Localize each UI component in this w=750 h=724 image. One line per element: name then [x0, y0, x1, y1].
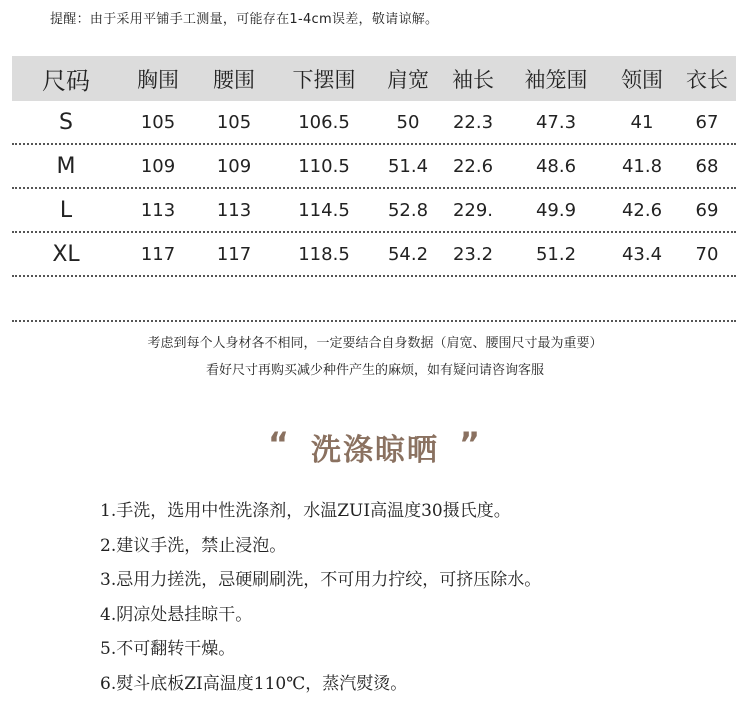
table-row [12, 189, 736, 233]
table-cell: 70 [695, 243, 719, 265]
header-length: 衣长 [686, 67, 728, 92]
table-cell: 105 [140, 111, 176, 133]
size-advice-line-2: 看好尺寸再购买减少种件产生的麻烦，如有疑问请咨询客服 [205, 363, 544, 378]
size-label: M [56, 153, 76, 179]
table-empty-row [12, 277, 736, 322]
table-cell: 69 [695, 199, 719, 221]
list-item: 3.忌用力搓洗，忌硬刷刷洗，不可用力拧绞，可挤压除水。 [100, 570, 542, 590]
table-row [12, 145, 736, 189]
table-cell: 106.5 [298, 111, 350, 133]
header-waist: 腰围 [213, 67, 255, 92]
table-cell: 113 [140, 199, 176, 221]
table-cell: 109 [140, 155, 176, 177]
table-cell: 113 [216, 199, 252, 221]
table-cell: 114.5 [298, 199, 350, 221]
table-cell: 229. [452, 199, 494, 221]
measurement-notice: 提醒：由于采用平铺手工测量，可能存在1-4cm误差，敬请谅解。 [50, 12, 439, 27]
table-cell: 105 [216, 111, 252, 133]
size-advice-line-1: 考虑到每个人身材各不相同，一定要结合自身数据（肩宽、腰围尺寸最为重要） [147, 336, 603, 351]
table-cell: 48.6 [535, 155, 577, 177]
header-collar: 领围 [621, 67, 663, 92]
table-cell: 47.3 [535, 111, 577, 133]
list-item: 1.手洗，选用中性洗涤剂，水温ZUI高温度30摄氏度。 [100, 501, 511, 521]
list-item: 2.建议手洗，禁止浸泡。 [100, 535, 287, 556]
table-cell: 41.8 [621, 155, 663, 177]
table-cell: 109 [216, 155, 252, 177]
table-cell: 110.5 [298, 155, 350, 177]
table-cell: 43.4 [621, 243, 663, 265]
table-cell: 68 [695, 155, 719, 177]
size-label: L [59, 197, 73, 223]
table-row [12, 233, 736, 277]
size-label: S [59, 109, 73, 135]
table-cell: 42.6 [621, 199, 663, 221]
table-cell: 52.8 [387, 199, 429, 221]
table-cell: 50 [396, 111, 420, 133]
list-item: 5.不可翻转干燥。 [100, 639, 236, 659]
size-label: XL [52, 241, 80, 267]
open-quote: “ [267, 425, 291, 463]
table-cell: 22.6 [452, 155, 494, 177]
table-cell: 67 [695, 111, 719, 133]
care-instructions-list [100, 494, 541, 701]
table-cell: 49.9 [535, 199, 577, 221]
size-chart-table [12, 56, 736, 322]
table-cell: 117 [140, 243, 176, 265]
close-quote: ” [459, 425, 483, 463]
table-row [12, 101, 736, 145]
list-item: 4.阴凉处悬挂晾干。 [100, 604, 253, 625]
header-hem: 下摆围 [292, 67, 356, 92]
table-cell: 54.2 [387, 243, 429, 265]
table-header-row [12, 56, 736, 101]
table-cell: 23.2 [452, 243, 494, 265]
table-cell: 22.3 [452, 111, 494, 133]
care-section-title [0, 425, 750, 469]
table-cell: 41 [630, 111, 654, 133]
list-item: 6.熨斗底板ZI高温度110℃，蒸汽熨烫。 [100, 673, 408, 694]
header-armhole: 袖笼围 [524, 67, 588, 92]
table-cell: 117 [216, 243, 252, 265]
table-cell: 51.4 [387, 155, 429, 177]
table-cell: 51.2 [535, 243, 577, 265]
care-title-text: 洗涤晾晒 [311, 433, 439, 468]
header-chest: 胸围 [137, 67, 179, 92]
header-shoulder: 肩宽 [387, 67, 429, 92]
header-sleeve-length: 袖长 [452, 67, 494, 92]
header-size: 尺码 [42, 67, 90, 95]
table-cell: 118.5 [298, 243, 350, 265]
